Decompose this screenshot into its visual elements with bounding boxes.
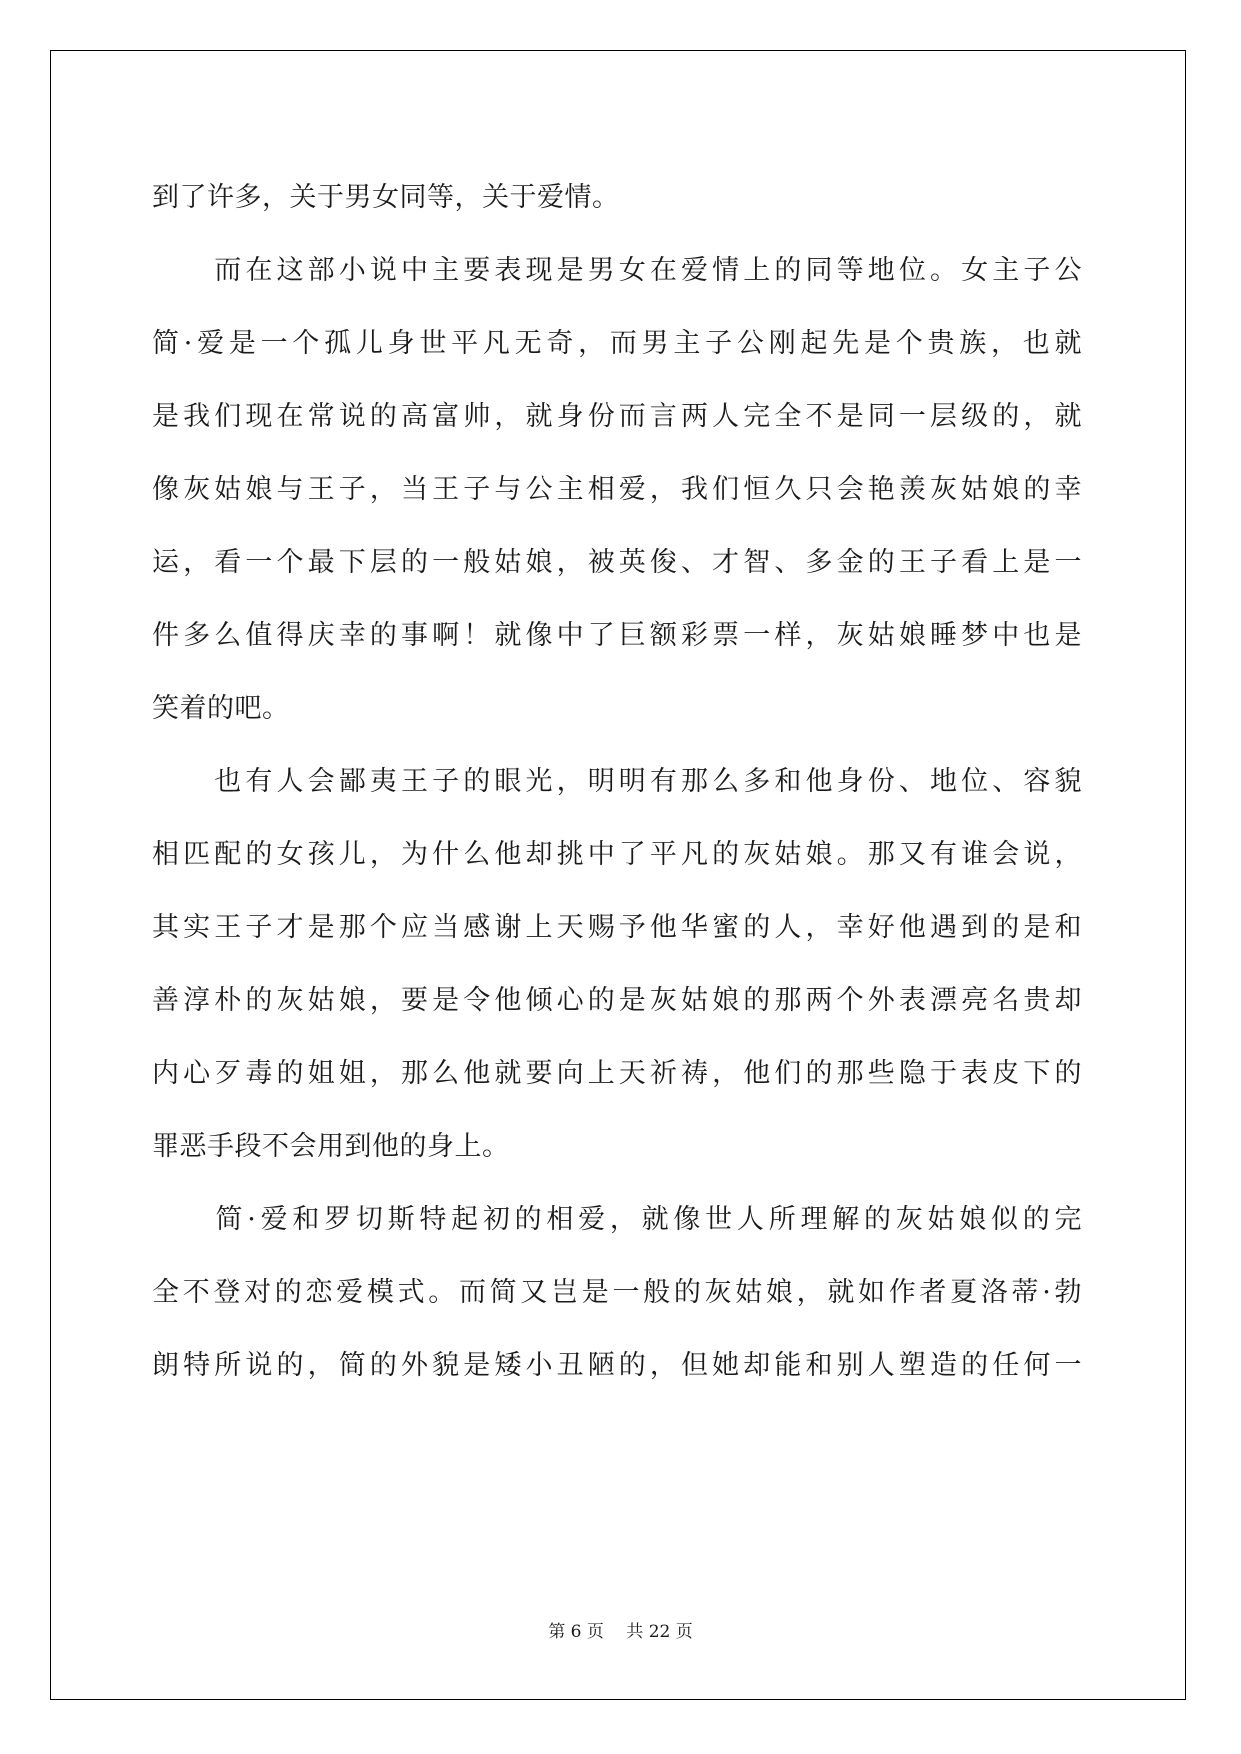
page-number-footer: 第 6 页 共 22 页 (548, 1622, 693, 1642)
text-line: 运，看一个最下层的一般姑娘，被英俊、才智、多金的王子看上是一 (152, 547, 1082, 578)
text-line: 到了许多，关于男女同等，关于爱情。 (152, 182, 620, 213)
text-line: 而在这部小说中主要表现是男女在爱情上的同等地位。女主子公 (152, 255, 1082, 286)
text-line: 内心歹毒的姐姐，那么他就要向上天祈祷，他们的那些隐于表皮下的 (152, 1058, 1082, 1089)
text-line: 相匹配的女孩儿，为什么他却挑中了平凡的灰姑娘。那又有谁会说， (152, 839, 1082, 870)
text-line: 朗特所说的，简的外貌是矮小丑陋的，但她却能和别人塑造的任何一 (152, 1350, 1082, 1381)
text-line: 善淳朴的灰姑娘，要是令他倾心的是灰姑娘的那两个外表漂亮名贵却 (152, 985, 1082, 1016)
text-line: 罪恶手段不会用到他的身上。 (152, 1131, 510, 1162)
text-line: 像灰姑娘与王子，当王子与公主相爱，我们恒久只会艳羡灰姑娘的幸 (152, 474, 1082, 505)
text-line: 简·爱是一个孤儿身世平凡无奇，而男主子公刚起先是个贵族，也就 (152, 328, 1082, 359)
text-line: 是我们现在常说的高富帅，就身份而言两人完全不是同一层级的，就 (152, 401, 1082, 432)
document-body (152, 161, 1082, 1402)
text-line: 件多么值得庆幸的事啊！就像中了巨额彩票一样，灰姑娘睡梦中也是 (152, 620, 1082, 651)
text-line: 笑着的吧。 (152, 693, 290, 724)
text-line: 简·爱和罗切斯特起初的相爱，就像世人所理解的灰姑娘似的完 (152, 1204, 1082, 1235)
text-line: 全不登对的恋爱模式。而简又岂是一般的灰姑娘，就如作者夏洛蒂·勃 (152, 1277, 1082, 1308)
text-line: 其实王子才是那个应当感谢上天赐予他华蜜的人，幸好他遇到的是和 (152, 912, 1082, 943)
text-line: 也有人会鄙夷王子的眼光，明明有那么多和他身份、地位、容貌 (152, 766, 1082, 797)
